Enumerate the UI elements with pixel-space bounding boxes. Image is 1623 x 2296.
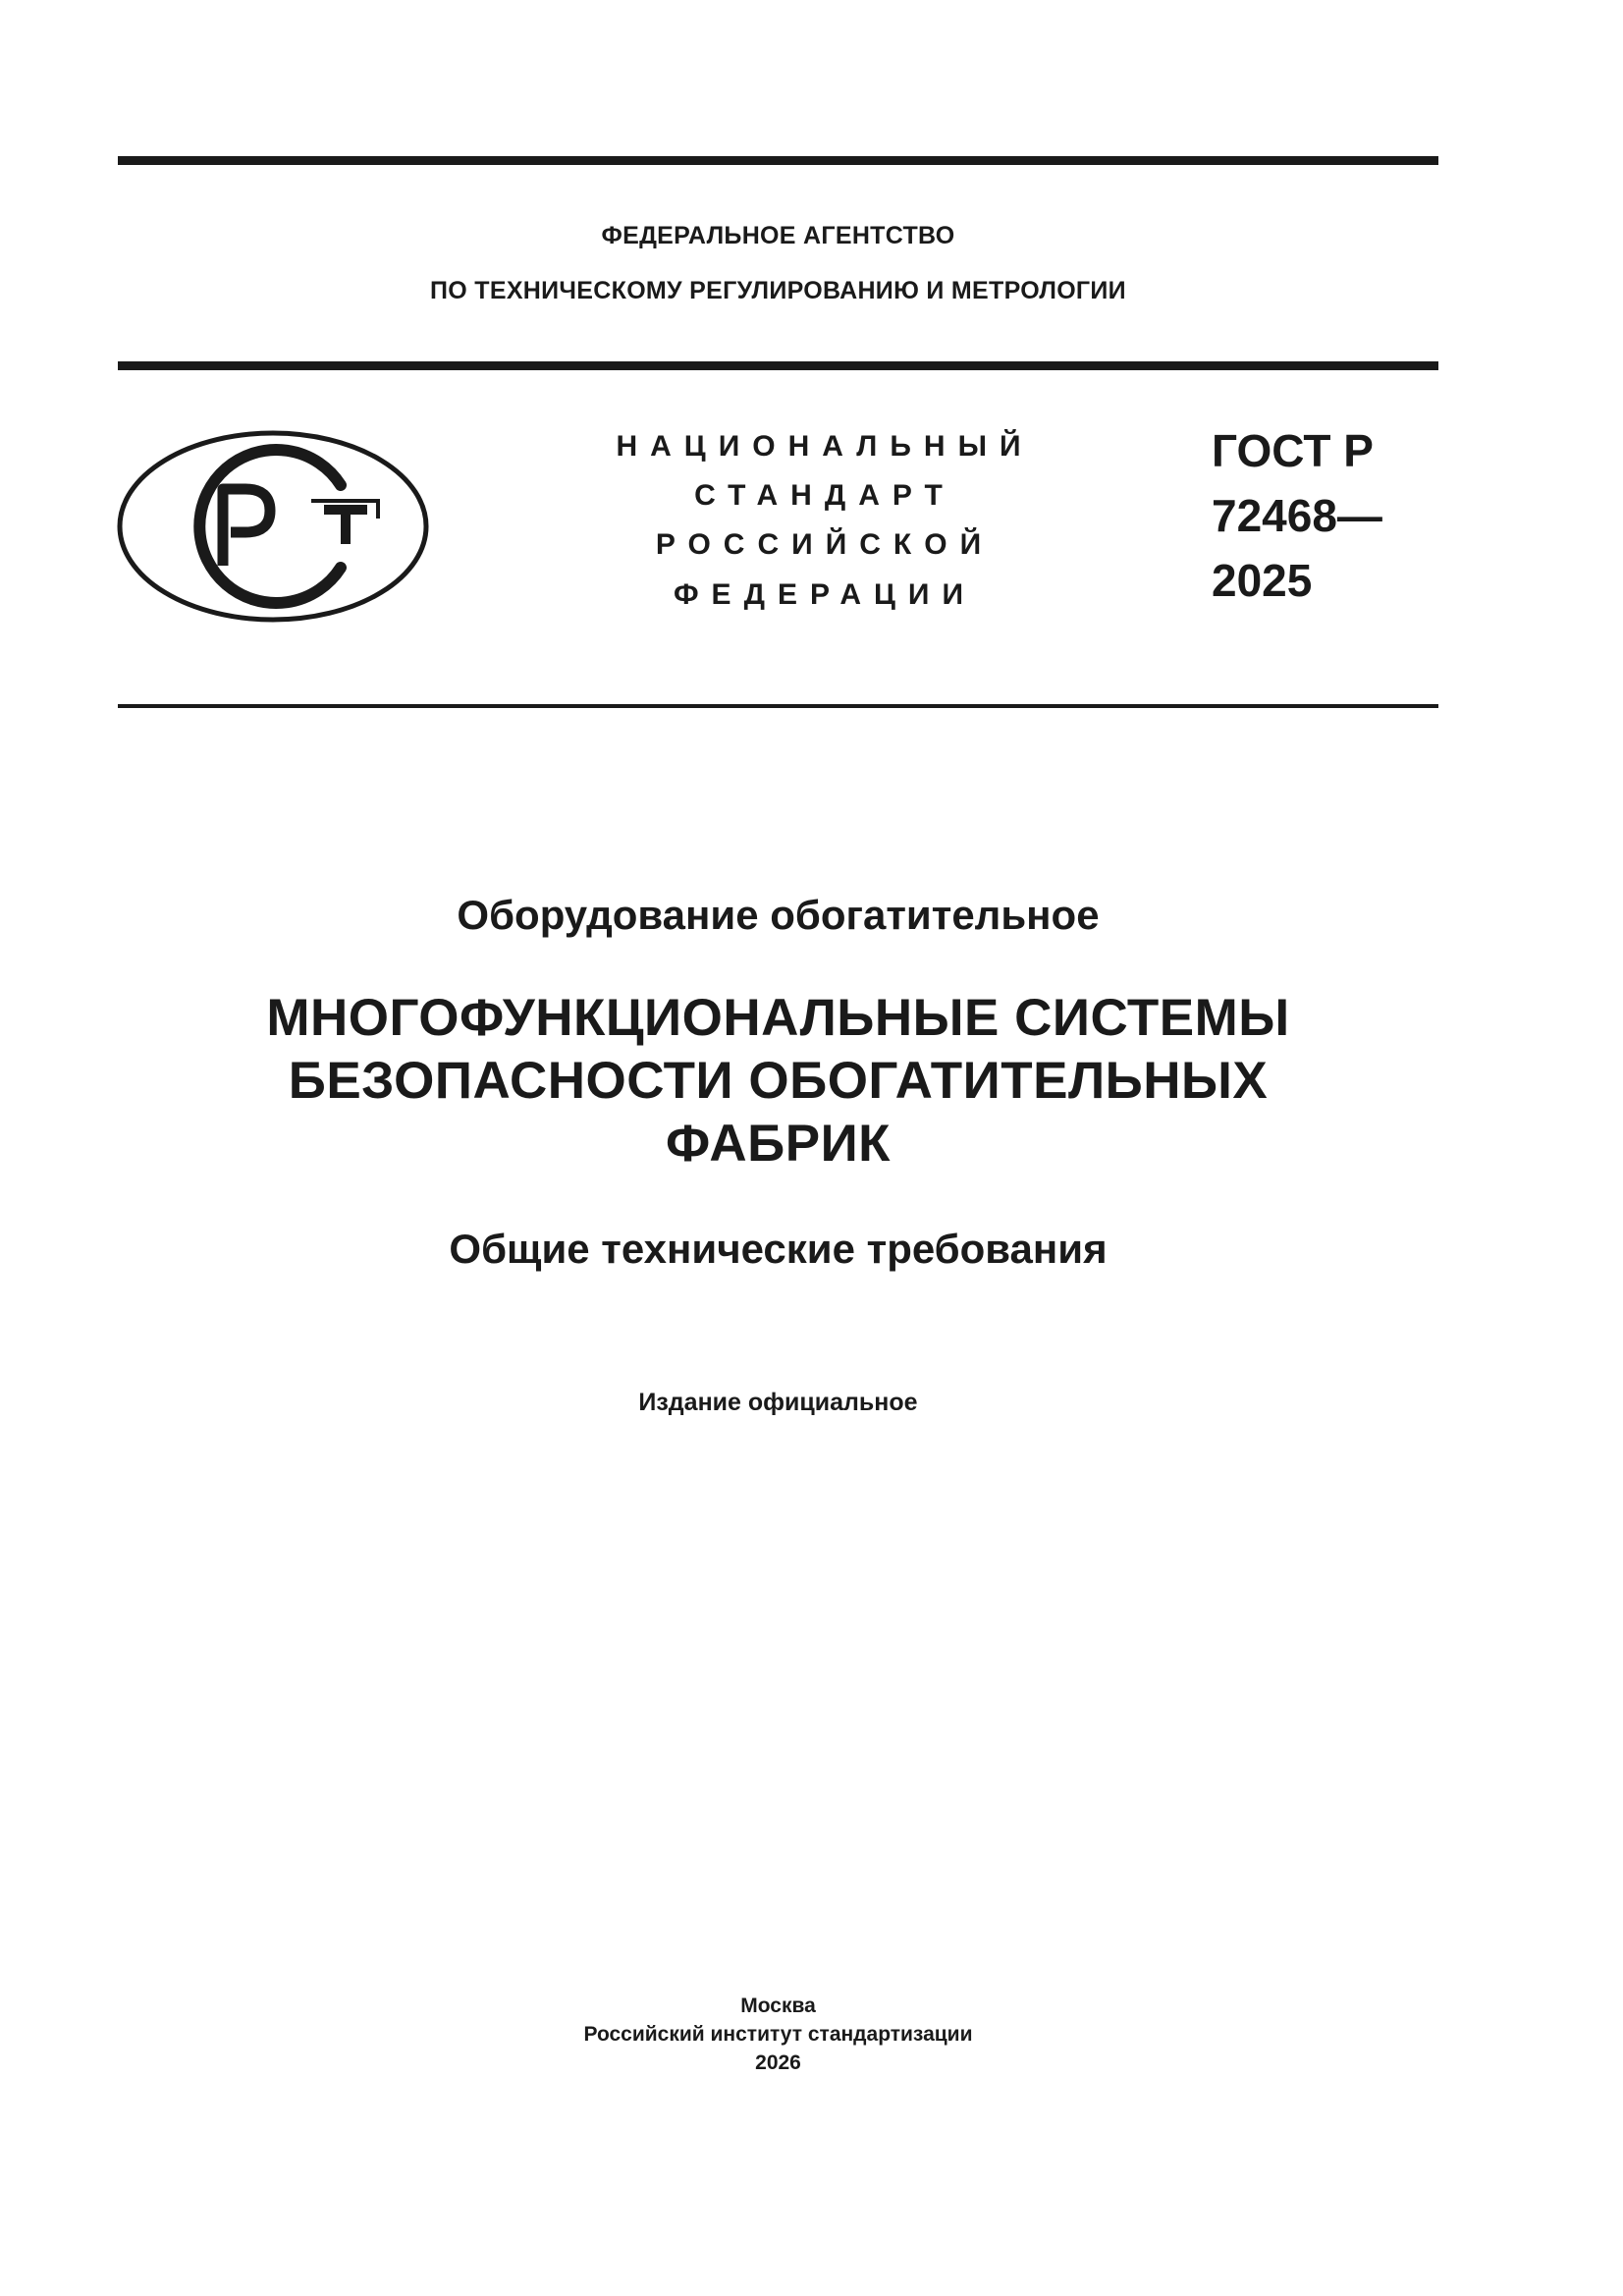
main-title-line-3: ФАБРИК bbox=[665, 1115, 892, 1173]
national-standard-line-2: СТАНДАРТ bbox=[694, 479, 955, 512]
title-group: Оборудование обогатительное bbox=[457, 892, 1100, 938]
section-rule bbox=[118, 704, 1438, 708]
national-standard-line-4: ФЕДЕРАЦИИ bbox=[673, 578, 977, 611]
title-subtitle: Общие технические требования bbox=[449, 1226, 1108, 1272]
agency-name-line-1: ФЕДЕРАЛЬНОЕ АГЕНТСТВО bbox=[601, 222, 955, 249]
national-standard-line-3: РОССИЙСКОЙ bbox=[655, 528, 995, 561]
main-title bbox=[118, 987, 1438, 1175]
footer-publisher: Российский институт стандартизации bbox=[583, 2023, 973, 2046]
agency-name-line-2: ПО ТЕХНИЧЕСКОМУ РЕГУЛИРОВАНИЮ И МЕТРОЛОГИИ bbox=[430, 277, 1126, 304]
designation-line-3: 2025 bbox=[1212, 555, 1313, 606]
main-title-line-2: БЕЗОПАСНОСТИ ОБОГАТИТЕЛЬНЫХ bbox=[288, 1052, 1269, 1110]
footer-year: 2026 bbox=[755, 2051, 801, 2074]
top-rule bbox=[118, 156, 1438, 165]
national-standard-line-1: НАЦИОНАЛЬНЫЙ bbox=[616, 430, 1034, 463]
header-rule bbox=[118, 361, 1438, 370]
designation-line-1: ГОСТ Р bbox=[1212, 425, 1374, 476]
footer-city: Москва bbox=[740, 1995, 816, 2017]
edition-label: Издание официальное bbox=[638, 1389, 918, 1416]
designation-line-2: 72468— bbox=[1212, 490, 1382, 541]
rst-logo bbox=[115, 428, 431, 625]
main-title-line-1: МНОГОФУНКЦИОНАЛЬНЫЕ СИСТЕМЫ bbox=[266, 989, 1290, 1047]
